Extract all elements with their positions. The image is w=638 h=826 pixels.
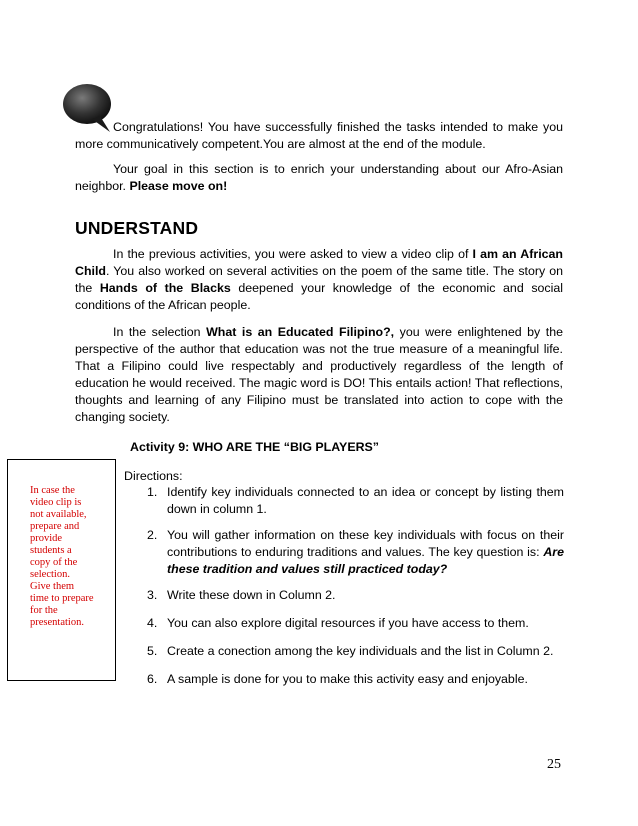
story-title: Hands of the Blacks [99, 281, 231, 295]
note-line: for the [30, 605, 58, 616]
note-line: time to prepare [30, 593, 94, 604]
note-line: students a [30, 545, 72, 556]
activity-title: Activity 9: WHO ARE THE “BIG PLAYERS” [130, 440, 379, 454]
list-item: 4. You can also explore digital resources if you have access to them. [147, 616, 529, 630]
understand-paragraph-2: In the selection What is an Educated Filipino?, you were enlightened by the perspective of the author that education was not the true measure of a meaningful life. That a Filipino could live respectably and productively regardless of the length of education he would received. The magic word is DO! This entails action! That reflections, thoughts and learning of any Filipino must be translated into action to cope with the changing society. [75, 325, 563, 424]
note-line: presentation. [30, 617, 84, 628]
note-line: selection. [30, 569, 70, 580]
note-line: not available, [30, 509, 87, 520]
selection-title: What is an Educated Filipino?, [206, 325, 395, 339]
list-item: 5. Create a conection among the key individuals and the list in Column 2. [147, 644, 554, 658]
list-item: 6. A sample is done for you to make this activity easy and enjoyable. [147, 672, 528, 686]
teacher-note [30, 485, 110, 629]
list-item: 2. You will gather information on these key individuals with focus on their contributions to enduring traditions and values. The key question is: Are these tradition and values still practiced today? [147, 528, 564, 576]
move-on-text: Please move on! [129, 179, 228, 193]
page-number: 25 [547, 757, 561, 772]
section-heading-understand: UNDERSTAND [75, 218, 199, 238]
note-line: In case the [30, 485, 75, 496]
understand-paragraph-1: In the previous activities, you were asked to view a video clip of I am an African Child. You also worked on several activities on the poem of the same title. The story on the Hands of the Blacks deepened your knowledge of the economic and social conditions of the African people. [75, 247, 563, 312]
poem-title: I am an African Child [75, 247, 563, 278]
directions-list [124, 484, 564, 688]
key-question: Are these tradition and values still practiced today? [167, 545, 564, 576]
note-line: copy of the [30, 557, 78, 568]
note-line: video clip is [30, 497, 82, 508]
note-line: provide [30, 533, 63, 544]
directions-label: Directions: [124, 469, 183, 483]
list-item: 3. Write these down in Column 2. [147, 588, 336, 602]
note-line: Give them [30, 581, 75, 592]
list-item: 1. Identify key individuals connected to an idea or concept by listing them down in column 1. [147, 485, 564, 516]
intro-paragraph-1: Congratulations! You have successfully finished the tasks intended to make you more communicatively competent.You are almost at the end of the module. [75, 120, 563, 151]
note-line: prepare and [30, 521, 80, 532]
intro-paragraph-2: Your goal in this section is to enrich your understanding about our Afro-Asian neighbor. Please move on! [75, 162, 563, 193]
